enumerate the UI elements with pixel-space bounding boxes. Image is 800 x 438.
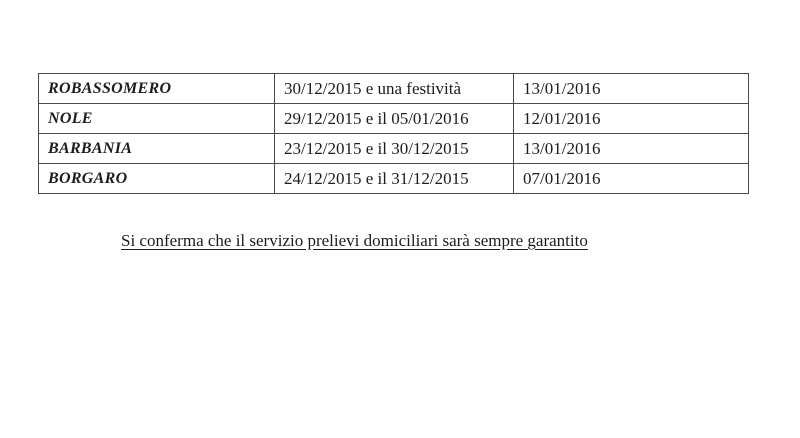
table-row (39, 74, 749, 104)
service-confirmation-note: Si conferma che il servizio prelievi domiciliari sarà sempre garantito (121, 231, 588, 250)
closure-schedule-table (38, 73, 749, 194)
town-cell: ROBASSOMERO (39, 74, 275, 104)
table-row (39, 164, 749, 194)
resume-date-cell: 13/01/2016 (514, 74, 749, 104)
closure-dates-cell: 24/12/2015 e il 31/12/2015 (275, 164, 514, 194)
resume-date-cell: 13/01/2016 (514, 134, 749, 164)
closure-dates-cell: 30/12/2015 e una festività (275, 74, 514, 104)
town-cell: BARBANIA (39, 134, 275, 164)
town-cell: BORGARO (39, 164, 275, 194)
table-row (39, 134, 749, 164)
resume-date-cell: 12/01/2016 (514, 104, 749, 134)
closure-dates-cell: 29/12/2015 e il 05/01/2016 (275, 104, 514, 134)
table-row (39, 104, 749, 134)
closure-dates-cell: 23/12/2015 e il 30/12/2015 (275, 134, 514, 164)
town-cell: NOLE (39, 104, 275, 134)
resume-date-cell: 07/01/2016 (514, 164, 749, 194)
